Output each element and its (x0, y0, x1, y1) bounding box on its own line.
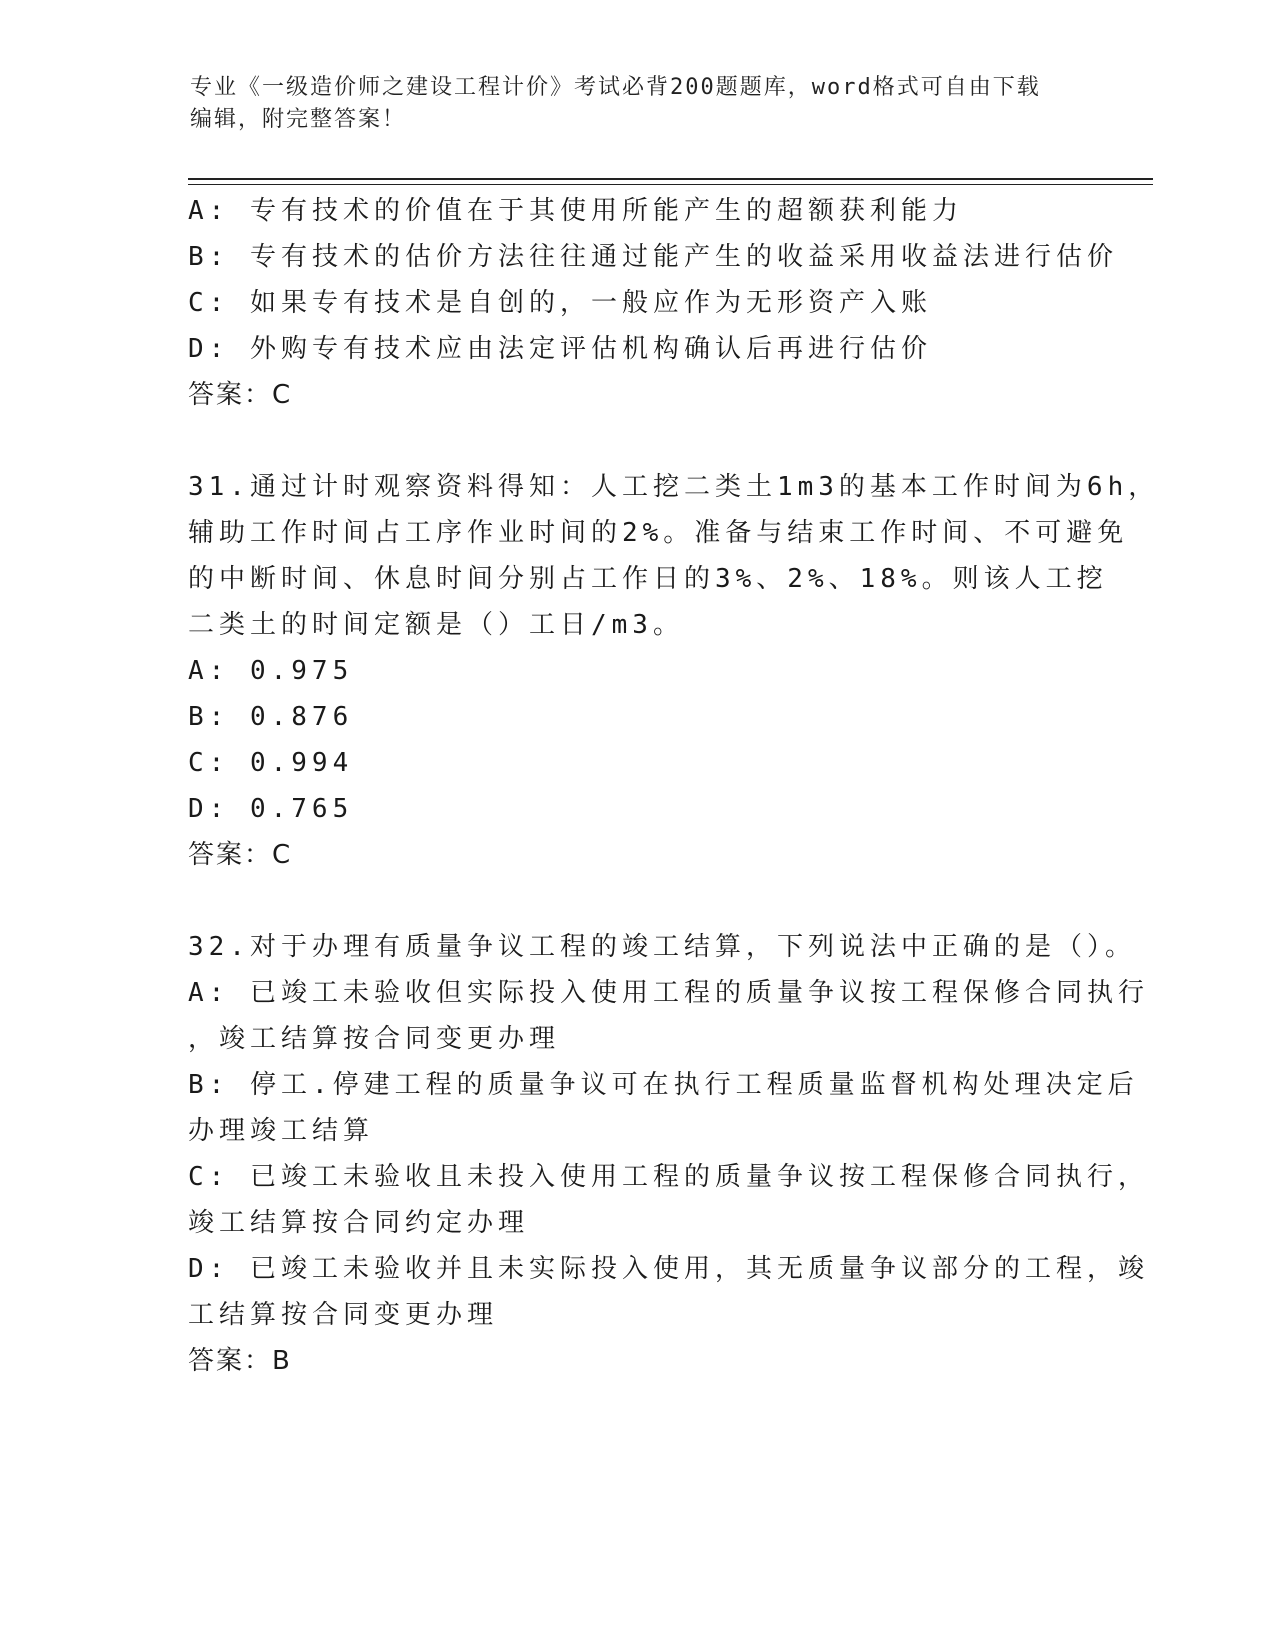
q30-option-b: B: 专有技术的估价方法往往通过能产生的收益采用收益法进行估价 (188, 242, 1118, 272)
header-divider-thin (188, 184, 1153, 185)
q30-answer: 答案：C (188, 380, 293, 410)
q32-option-a-line-1: A: 已竣工未验收但实际投入使用工程的质量争议按工程保修合同执行 (188, 978, 1149, 1008)
q32-option-c-line-2: 竣工结算按合同约定办理 (188, 1208, 530, 1238)
q31-stem-line-4: 二类土的时间定额是（）工日/m3。 (188, 610, 684, 640)
header-divider-thick (188, 178, 1153, 180)
q32-answer: 答案：B (188, 1346, 292, 1376)
header-line-1: 专业《一级造价师之建设工程计价》考试必背200题题库，word格式可自由下载 (190, 75, 1041, 100)
q31-option-c: C: 0.994 (188, 748, 354, 778)
q31-stem-line-1: 31.通过计时观察资料得知：人工挖二类土1m3的基本工作时间为6h， (188, 472, 1160, 502)
q32-option-b-line-2: 办理竣工结算 (188, 1116, 375, 1146)
document-header (190, 72, 1090, 136)
q31-option-d: D: 0.765 (188, 794, 354, 824)
q32-option-a-line-2: ，竣工结算按合同变更办理 (188, 1024, 561, 1054)
q31-option-b: B: 0.876 (188, 702, 354, 732)
q32-option-d-line-2: 工结算按合同变更办理 (188, 1300, 499, 1330)
q32-option-c-line-1: C: 已竣工未验收且未投入使用工程的质量争议按工程保修合同执行， (188, 1162, 1149, 1192)
question-32-block (188, 924, 1149, 1384)
q31-option-a: A: 0.975 (188, 656, 354, 686)
q31-stem-line-3: 的中断时间、休息时间分别占工作日的3%、2%、18%。则该人工挖 (188, 564, 1108, 594)
q32-stem-line-1: 32.对于办理有质量争议工程的竣工结算，下列说法中正确的是（）。 (188, 932, 1136, 962)
q30-option-d: D: 外购专有技术应由法定评估机构确认后再进行估价 (188, 334, 932, 364)
q32-option-d-line-1: D: 已竣工未验收并且未实际投入使用，其无质量争议部分的工程，竣 (188, 1254, 1149, 1284)
header-line-2: 编辑，附完整答案！ (190, 107, 407, 132)
q30-option-a: A: 专有技术的价值在于其使用所能产生的超额获利能力 (188, 196, 963, 226)
spacer (188, 878, 1088, 924)
question-30-block (188, 188, 1118, 418)
q30-option-c: C: 如果专有技术是自创的，一般应作为无形资产入账 (188, 288, 932, 318)
q31-answer: 答案：C (188, 840, 293, 870)
question-content (188, 188, 1160, 1384)
question-31-block (188, 464, 1160, 878)
spacer (188, 418, 1088, 464)
q32-option-b-line-1: B: 停工.停建工程的质量争议可在执行工程质量监督机构处理决定后 (188, 1070, 1139, 1100)
q31-stem-line-2: 辅助工作时间占工序作业时间的2%。准备与结束工作时间、不可避免 (188, 518, 1129, 548)
